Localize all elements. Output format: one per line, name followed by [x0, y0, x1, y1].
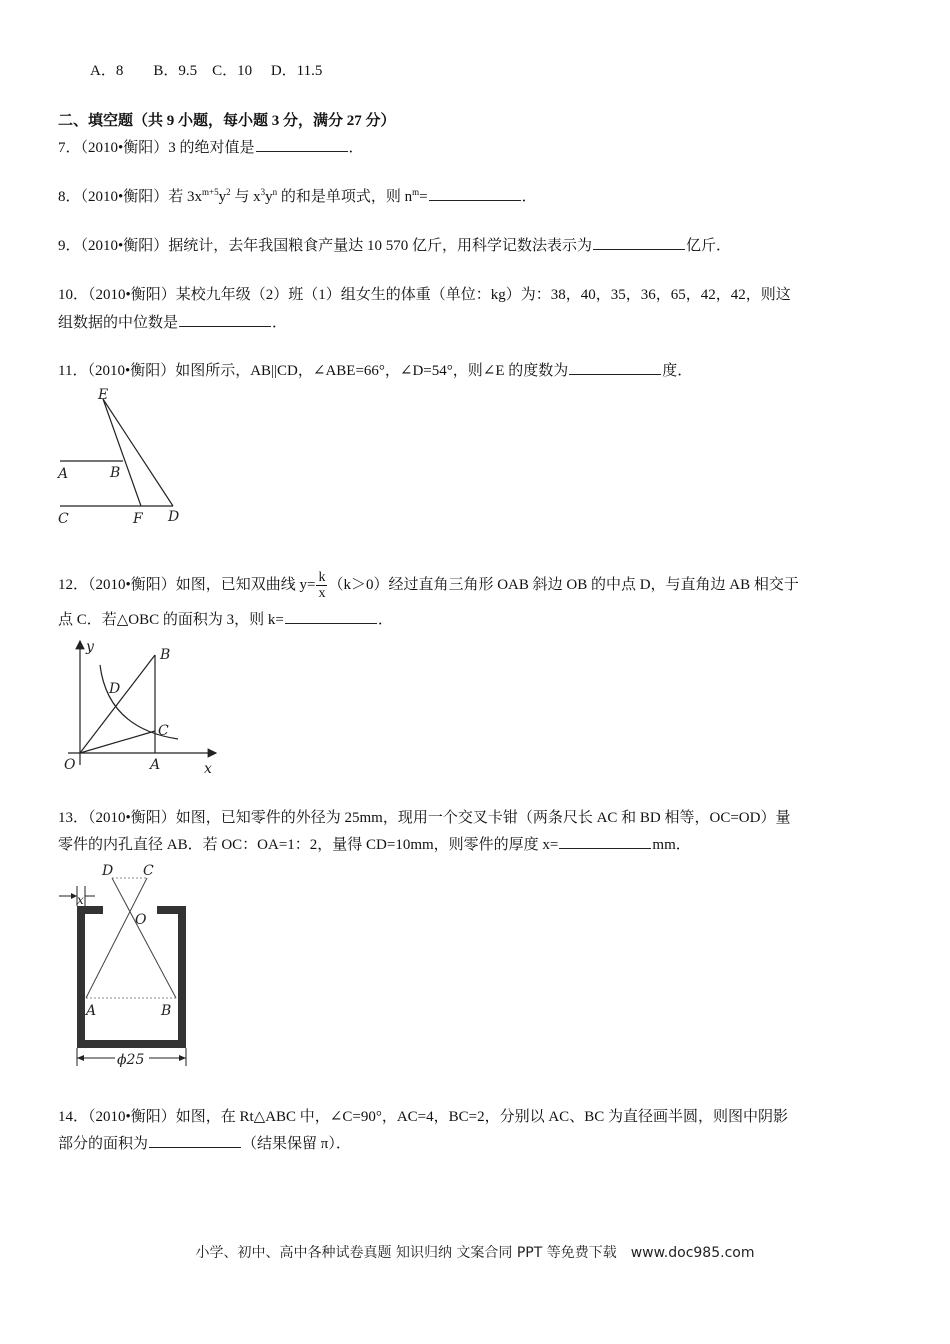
label-a: A: [86, 1003, 97, 1019]
segment-ef: [103, 399, 141, 506]
q9-text: 9．（2010•衡阳）据统计，去年我国粮食产量达 10 570 亿斤，用科学记数法表示为: [58, 238, 593, 254]
label-o: O: [135, 912, 147, 928]
q6-options: A．8 B．9.5 C．10 D．11.5: [90, 63, 323, 79]
fraction-numerator: k: [318, 570, 326, 585]
q10-text: 组数据的中位数是: [58, 315, 179, 331]
label-c: C: [58, 511, 69, 527]
q13-end: mm．: [652, 837, 691, 853]
q12-text-c: 点 C．若△OBC 的面积为 3，则 k=: [58, 612, 284, 628]
q13-answer-blank[interactable]: [559, 834, 651, 849]
q8-end: ．: [521, 189, 537, 205]
question-8: [58, 186, 537, 207]
question-11: [58, 360, 692, 381]
question-10-line2: [58, 312, 287, 333]
label-b: B: [161, 1003, 172, 1019]
q8-text-a: 8．（2010•衡阳）若 3x: [58, 189, 203, 205]
label-x: x: [204, 761, 212, 777]
arm-bd: [112, 878, 176, 998]
label-b: B: [160, 647, 171, 663]
q14-text: 部分的面积为: [58, 1136, 149, 1152]
q12-text-a: 12．（2010•衡阳）如图，已知双曲线 y=: [58, 576, 316, 593]
label-a: A: [150, 757, 161, 773]
figure-12-hyperbola: [58, 635, 228, 780]
q8-exp-3: 3: [260, 187, 266, 197]
question-12-line1: [58, 570, 799, 601]
q12-text-b: （k＞0）经过直角三角形 OAB 斜边 OB 的中点 D，与直角边 AB 相交于: [328, 576, 799, 593]
q7-text: 7．（2010•衡阳）3 的绝对值是: [58, 140, 255, 156]
label-x: x: [77, 893, 84, 907]
label-e: E: [98, 387, 109, 403]
q8-text-f: =: [419, 189, 428, 205]
label-d: D: [168, 509, 180, 525]
q14-end: （结果保留 π）．: [242, 1136, 351, 1152]
question-7: [58, 137, 364, 158]
figure-13-caliper: [55, 858, 195, 1073]
q9-answer-blank[interactable]: [593, 235, 685, 250]
question-13-line1: 13．（2010•衡阳）如图，已知零件的外径为 25mm，现用一个交叉卡钳（两条尺长 AC 和 BD 相等，OC=OD）量: [58, 810, 791, 826]
question-14-line1: 14．（2010•衡阳）如图，在 Rt△ABC 中，∠C=90°，AC=4，BC=2，分别以 AC、BC 为直径画半圆，则图中阴影: [58, 1109, 788, 1125]
q8-exp-4: n: [272, 187, 278, 197]
segment-ob: [80, 655, 155, 753]
label-c: C: [143, 863, 154, 879]
section-title: 二、填空题（共 9 小题，每小题 3 分，满分 27 分）: [58, 113, 396, 129]
dim-arrow-left: [77, 1055, 84, 1061]
label-c: C: [158, 723, 169, 739]
fraction-k-over-x: [316, 570, 327, 601]
q11-text: 11．（2010•衡阳）如图所示，AB||CD，∠ABE=66°，∠D=54°，则∠E 的度数为: [58, 363, 569, 379]
q8-exp-2: 2: [226, 187, 231, 197]
q11-end: 度．: [662, 363, 693, 379]
fraction-denominator: x: [318, 586, 326, 601]
q8-answer-blank[interactable]: [429, 186, 521, 201]
q8-text-d: y: [265, 189, 273, 205]
label-b: B: [110, 465, 121, 481]
label-phi25: ϕ25: [117, 1052, 145, 1068]
figure-11-parallel-lines: [55, 385, 195, 530]
page-footer: 小学、初中、高中各种试卷真题 知识归纳 文案合同 PPT 等免费下载 www.doc985.com: [195, 1245, 755, 1261]
segment-ed: [103, 399, 173, 506]
question-12-line2: [58, 609, 393, 630]
q14-answer-blank[interactable]: [149, 1133, 241, 1148]
q8-text-e: 的和是单项式，则 n: [277, 189, 413, 205]
q12-answer-blank[interactable]: [285, 609, 377, 624]
label-o: O: [64, 757, 76, 773]
q13-text: 零件的内孔直径 AB．若 OC：OA=1：2，量得 CD=10mm，则零件的厚度 x=: [58, 837, 559, 853]
question-9: [58, 235, 731, 256]
q8-exp-5: m: [412, 187, 420, 197]
segment-oc: [80, 731, 155, 753]
q7-end: ．: [348, 140, 364, 156]
question-13-line2: [58, 834, 691, 855]
q8-text-c: 与 x: [230, 189, 261, 205]
q8-text-b: y: [218, 189, 227, 205]
q7-answer-blank[interactable]: [256, 137, 348, 152]
question-14-line2: [58, 1133, 351, 1154]
label-d: D: [109, 681, 121, 697]
q10-end: ．: [272, 315, 288, 331]
q12-end: ．: [377, 612, 393, 628]
label-a: A: [58, 466, 69, 482]
dim-arrow-right: [179, 1055, 186, 1061]
q11-answer-blank[interactable]: [569, 360, 661, 375]
q8-exp-1: m+5: [202, 187, 219, 197]
label-f: F: [133, 511, 143, 527]
q9-end: 亿斤．: [686, 238, 732, 254]
label-y: y: [86, 639, 94, 655]
arm-ac: [86, 878, 147, 998]
label-d: D: [102, 863, 114, 879]
q10-answer-blank[interactable]: [179, 312, 271, 327]
question-10-line1: 10．（2010•衡阳）某校九年级（2）班（1）组女生的体重（单位：kg）为：38，40，35，36，65，42，42，则这: [58, 287, 791, 303]
